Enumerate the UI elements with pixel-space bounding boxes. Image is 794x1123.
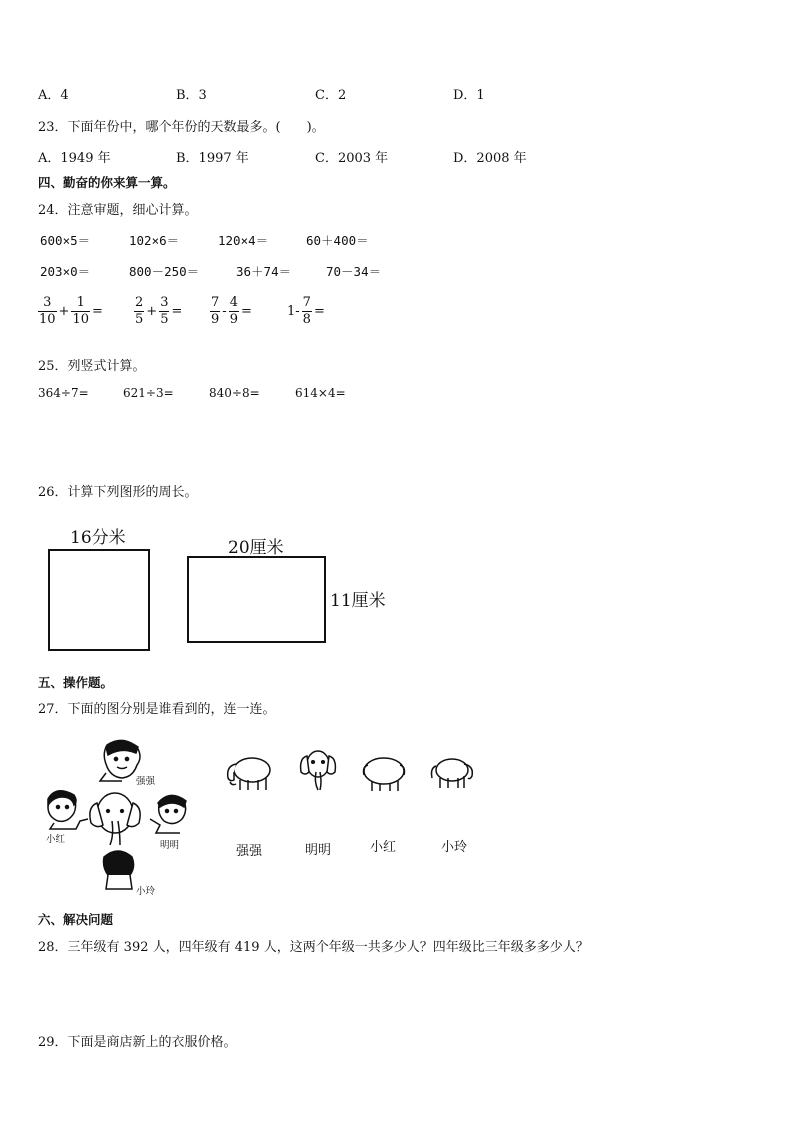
- rectangle-side-label: 11厘米: [330, 591, 386, 611]
- rectangle-figure: [187, 556, 326, 643]
- fraction: [159, 296, 169, 327]
- fraction: [229, 296, 239, 327]
- fraction: [302, 296, 312, 327]
- numerator: 7: [302, 295, 311, 310]
- q25-item: 840÷8=: [209, 386, 260, 400]
- q25-title: 25．列竖式计算。: [38, 359, 146, 374]
- q23-option-d: D．2008 年: [453, 151, 527, 166]
- q25-item: 614×4=: [295, 386, 346, 400]
- q29-question: 29．下面是商店新上的衣服价格。: [38, 1035, 237, 1050]
- caption-qiangqiang: 强强: [236, 844, 263, 859]
- denominator: 10: [39, 312, 56, 327]
- fraction: [134, 296, 144, 327]
- q24-title: 24．注意审题，细心计算。: [38, 203, 198, 218]
- q22-option-b: B．3: [176, 88, 207, 103]
- kid-label-xiaohong: 小红: [46, 834, 66, 845]
- denominator: 8: [302, 312, 311, 327]
- q27-title: 27．下面的图分别是谁看到的，连一连。: [38, 702, 276, 717]
- q28-question: 28．三年级有 392 人，四年级有 419 人，这两个年级一共多少人？四年级比三年级多多少人？: [38, 940, 589, 955]
- boy-icon: [150, 795, 186, 833]
- section-heading-5: 五、操作题。: [38, 675, 114, 690]
- caption-xiaoling: 小玲: [441, 840, 468, 855]
- q24-fraction-expr: [38, 296, 103, 327]
- equals: =: [240, 304, 252, 319]
- equals: =: [92, 304, 103, 319]
- equals: =: [171, 304, 183, 319]
- q24-row2-item: 203×0＝: [40, 264, 91, 279]
- q23-question: 23．下面年份中，哪个年份的天数最多。( )。: [38, 120, 325, 135]
- rectangle-top-label: 20厘米: [228, 538, 284, 558]
- q22-option-a: A．4: [38, 88, 69, 103]
- q25-item: 364÷7=: [38, 386, 89, 400]
- q24-row2-item: 800－250＝: [129, 264, 200, 279]
- denominator: 10: [72, 312, 89, 327]
- numerator: 4: [229, 295, 238, 310]
- q24-fraction-expr: [134, 296, 182, 327]
- section-heading-4: 四、勤奋的你来算一算。: [38, 175, 176, 190]
- denominator: 5: [135, 312, 144, 327]
- equals: =: [313, 304, 325, 319]
- q23-option-a: A．1949 年: [38, 151, 111, 166]
- q24-row1-item: 60＋400＝: [306, 233, 369, 248]
- q23-option-c: C．2003 年: [315, 151, 389, 166]
- operator: +: [146, 304, 158, 319]
- caption-xiaohong: 小红: [370, 840, 397, 855]
- elephant-front-icon: [301, 751, 336, 790]
- elephant-side-icon: [228, 758, 270, 790]
- q23-option-b: B．1997 年: [176, 151, 249, 166]
- fraction: [38, 296, 57, 327]
- operator: -: [222, 304, 227, 319]
- operator: +: [58, 304, 70, 319]
- q24-row1-item: 600×5＝: [40, 233, 91, 248]
- girl-icon: [104, 851, 134, 889]
- square-figure: [48, 549, 150, 651]
- q24-row2-item: 70－34＝: [326, 264, 382, 279]
- numerator: 2: [135, 295, 144, 310]
- kid-label-mingming: 明明: [160, 840, 180, 851]
- numerator: 7: [211, 295, 220, 310]
- elephant-view-4: [428, 752, 478, 792]
- elephant-view-3: [358, 753, 410, 793]
- kids-around-elephant-illustration: [42, 735, 202, 897]
- q25-item: 621÷3=: [123, 386, 174, 400]
- numerator: 3: [43, 295, 52, 310]
- whole-part: 1-: [287, 304, 300, 319]
- q24-row1-item: 102×6＝: [129, 233, 180, 248]
- elephant-view-2: [297, 744, 339, 792]
- q24-fraction-expr: [210, 296, 252, 327]
- q22-option-c: C．2: [315, 88, 347, 103]
- q24-fraction-expr: [287, 296, 325, 327]
- numerator: 1: [76, 295, 85, 310]
- q24-row1-item: 120×4＝: [218, 233, 269, 248]
- fraction: [71, 296, 90, 327]
- q26-title: 26．计算下列图形的周长。: [38, 485, 198, 500]
- caption-mingming: 明明: [305, 843, 332, 858]
- denominator: 9: [229, 312, 238, 327]
- boy-icon: [100, 740, 140, 781]
- kid-label-xiaoling: 小玲: [136, 886, 156, 897]
- square-side-label: 16分米: [70, 528, 126, 548]
- elephant-side-icon: [432, 759, 473, 788]
- denominator: 9: [211, 312, 220, 327]
- elephant-view-1: [222, 752, 274, 792]
- elephant-back-icon: [364, 758, 405, 791]
- kid-label-qiangqiang: 强强: [136, 776, 156, 787]
- q22-option-d: D．1: [453, 88, 485, 103]
- elephant-icon: [90, 793, 140, 845]
- section-heading-6: 六、解决问题: [38, 912, 114, 927]
- q24-row2-item: 36＋74＝: [236, 264, 292, 279]
- fraction: [210, 296, 220, 327]
- numerator: 3: [160, 295, 169, 310]
- denominator: 5: [160, 312, 169, 327]
- girl-icon: [48, 791, 88, 829]
